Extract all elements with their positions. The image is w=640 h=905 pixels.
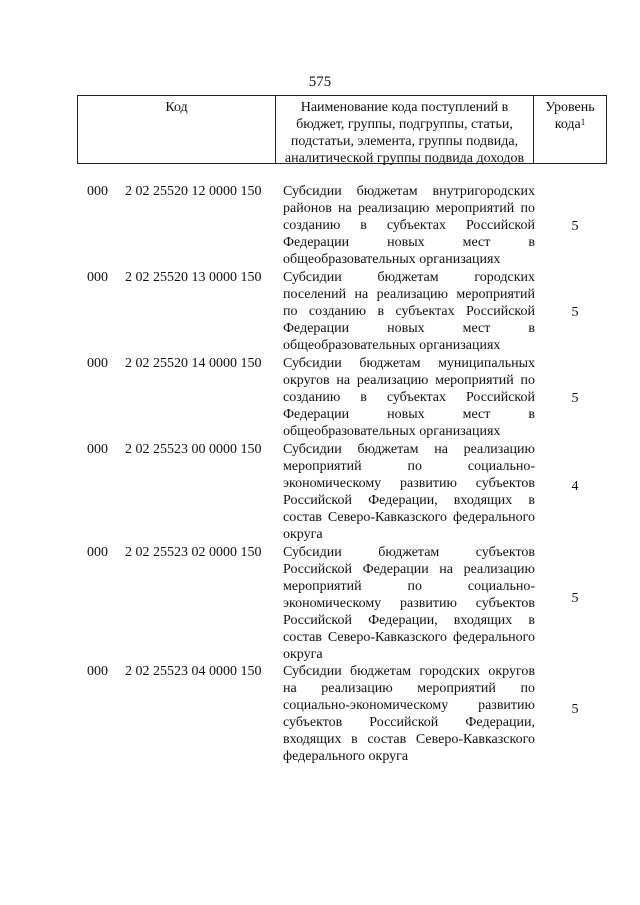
table-row (0, 355, 640, 441)
table-row (0, 544, 640, 663)
row-admin-code: 000 (87, 664, 108, 679)
row-name: Субсидии бюджетам городских округов на реализацию мероприятий по социально-экономическому развитию субъектов Российской Федерации, входящих в состав Северо-Кавказского федерального округа (283, 664, 535, 764)
header-level (534, 96, 606, 163)
row-code: 2 02 25523 00 0000 150 (125, 442, 262, 457)
header-name: Наименование кода поступлений в бюджет, группы, подгруппы, статьи, подстатьи, элемента, группы подвида, аналитической группы подвида доходов (276, 96, 534, 163)
header-level-label: Уровень кода (545, 100, 595, 132)
row-name: Субсидии бюджетам на реализацию мероприятий по социально-экономическому развитию субъектов Российской Федерации, входящих в состав Северо-Кавказского федерального округа (283, 442, 535, 542)
row-level: 5 (571, 391, 579, 406)
row-code: 2 02 25520 12 0000 150 (125, 184, 262, 199)
row-admin-code: 000 (87, 270, 108, 285)
row-level: 4 (571, 479, 579, 494)
row-name: Субсидии бюджетам муниципальных округов на реализацию мероприятий по созданию в субъектах Российской Федерации новых мест в общеобразовательных организациях (283, 356, 535, 439)
page-number: 575 (308, 74, 332, 90)
row-level: 5 (571, 702, 579, 717)
row-admin-code: 000 (87, 184, 108, 199)
table-row (0, 663, 640, 773)
header-level-footnote: 1 (580, 117, 586, 127)
row-admin-code: 000 (87, 442, 108, 457)
row-name: Субсидии бюджетам городских поселений на реализацию мероприятий по созданию в субъектах Российской Федерации новых мест в общеобразовательных организациях (283, 270, 535, 353)
row-admin-code: 000 (87, 545, 108, 560)
table-row (0, 269, 640, 355)
row-code: 2 02 25523 02 0000 150 (125, 545, 262, 560)
row-code: 2 02 25520 13 0000 150 (125, 270, 262, 285)
row-name: Субсидии бюджетам внутригородских районов на реализацию мероприятий по созданию в субъектах Российской Федерации новых мест в общеобразовательных организациях (283, 184, 535, 267)
row-level: 5 (571, 219, 579, 234)
header-code: Код (78, 96, 276, 163)
row-admin-code: 000 (87, 356, 108, 371)
table-row (0, 183, 640, 269)
table-header (77, 95, 607, 164)
row-code: 2 02 25520 14 0000 150 (125, 356, 262, 371)
row-level: 5 (571, 305, 579, 320)
row-level: 5 (571, 591, 579, 606)
table-body (0, 183, 640, 773)
table-row (0, 441, 640, 544)
row-name: Субсидии бюджетам субъектов Российской Федерации на реализацию мероприятий по социально-экономическому развитию субъектов Российской Федерации, входящих в состав Северо-Кавказского федерального округа (283, 545, 535, 662)
row-code: 2 02 25523 04 0000 150 (125, 664, 262, 679)
